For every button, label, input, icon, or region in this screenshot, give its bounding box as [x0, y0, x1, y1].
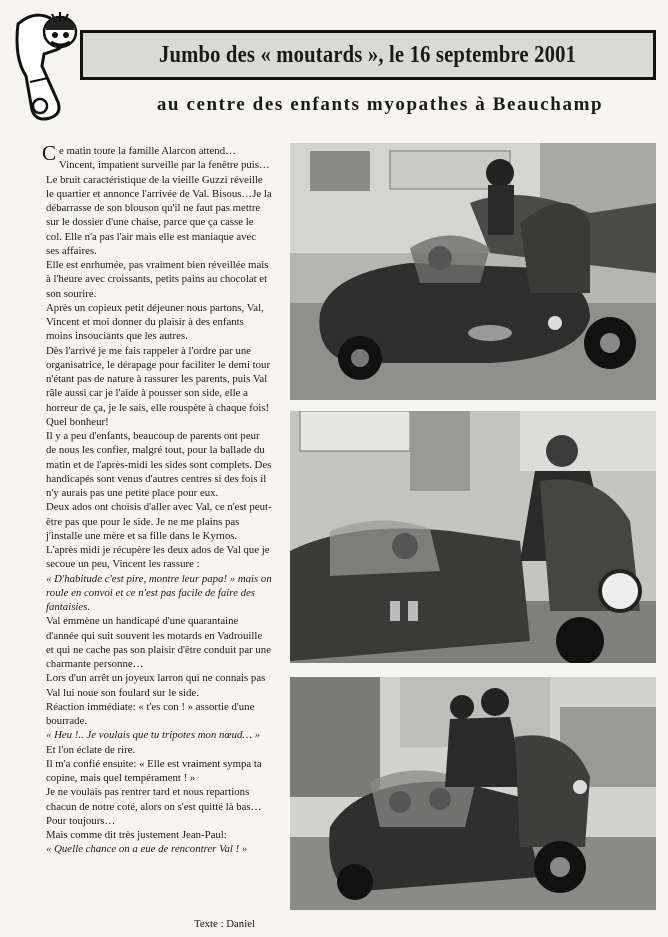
article-paragraph: L'après midi je récupère les deux ados de Val que je secoue un peu, Vincent les rassure : [46, 544, 270, 571]
article-paragraph: Elle est enrhumée, pas vraiment bien réveillée mais à l'heure avec croissants, petits pains au chocolat et son sourire. [46, 259, 269, 300]
biker-logo-icon [4, 6, 90, 124]
article-credit: Texte : Daniel [194, 918, 256, 930]
article-paragraph: Val emmène un handicapé d'une quarantaine d'année qui suit souvent les motards en Vadrouille et qui ne cache pas son plaisir d'être conduit par une charmante personne… [46, 615, 272, 670]
article-paragraph: Il m'a confié ensuite: « Elle est vraiment sympa ta copine, mais quel tempérament ! » [46, 757, 262, 784]
article-paragraph: Je ne voulais pas rentrer tard et nous repartions chacun de notre coté, alors on s'est quitté là bas… Pour toujours… [46, 786, 262, 827]
article-paragraph: Il y a peu d'enfants, beaucoup de parents ont peur de nous les confier, malgré tout, pour la ballade du matin et de l'après-midi les sides sont complets. Des handicapés sont venus d'autres centres si des fois il n'y aurais pas une petite place pour eux. [46, 430, 272, 499]
article-paragraph: Après un copieux petit déjeuner nous partons, Val, Vincent et moi donner du plaisir à des enfants moins insouciants que les autres. [46, 301, 264, 343]
article-paragraph: Lors d'un arrêt un joyeux larron qui ne connais pas Val lui noue son foulard sur le side. [46, 672, 266, 699]
article-paragraph: Réaction immédiate: « t'es con ! » assortie d'une bourrade. [46, 700, 255, 727]
page-subtitle: au centre des enfants myopathes à Beauchamp [156, 94, 604, 115]
article-paragraph: Dès l'arrivé je me fais rappeler à l'ordre par une organisatrice, le dérapage pour faciliter le demi tour n'étant pas de nature à rassurer les parents, puis Val râle aussi car je l'aide à pousser son side, elle a horreur de ça, je le sais, elle rouspète à chaque fois! Quel bonheur! [46, 344, 271, 428]
article-quote: « Heu !.. Je voulais que tu tripotes mon nœud… » [46, 729, 261, 742]
article-paragraph: Le bruit caractéristique de la vieille Guzzi réveille le quartier et annonce l'arrivée de Val. Bisous…Je la débarrasse de son blouson qu'il ne faut pas mettre sur le dossier d'une chaise, parce que ça casse le col. Elle n'a pas l'air mais elle est maniaque avec ses affaires. [46, 173, 272, 257]
photo-sidecar-rider [290, 143, 656, 400]
title-banner [80, 30, 656, 80]
page-title: Jumbo des « moutards », le 16 septembre 2001 [159, 41, 577, 68]
article-quote: « D'habitude c'est pire, montre leur papa! » mais on roule en convoi et ce n'est pas facile de faire des fantaisies. [46, 572, 272, 613]
photo-sidecar-riders [290, 677, 656, 910]
photo-sidecar-passenger [290, 411, 656, 663]
article-paragraph: Et l'on éclate de rire. [46, 743, 136, 756]
article-paragraph: Ce matin toute la famille Alarcon attend… Vincent, impatient surveille par la fenêtre puis… [42, 141, 270, 172]
article-paragraph: Deux ados ont choisis d'aller avec Val, ce n'est peut-être pas que pour le side. Je ne me plains pas j'installe une mère et sa fille dans le Kyrnos. [46, 501, 272, 542]
article-body [42, 141, 272, 857]
article-paragraph: Mais comme dit très justement Jean-Paul: [46, 829, 227, 841]
article-quote: « Quelle chance on a eue de rencontrer Val ! » [46, 843, 248, 856]
